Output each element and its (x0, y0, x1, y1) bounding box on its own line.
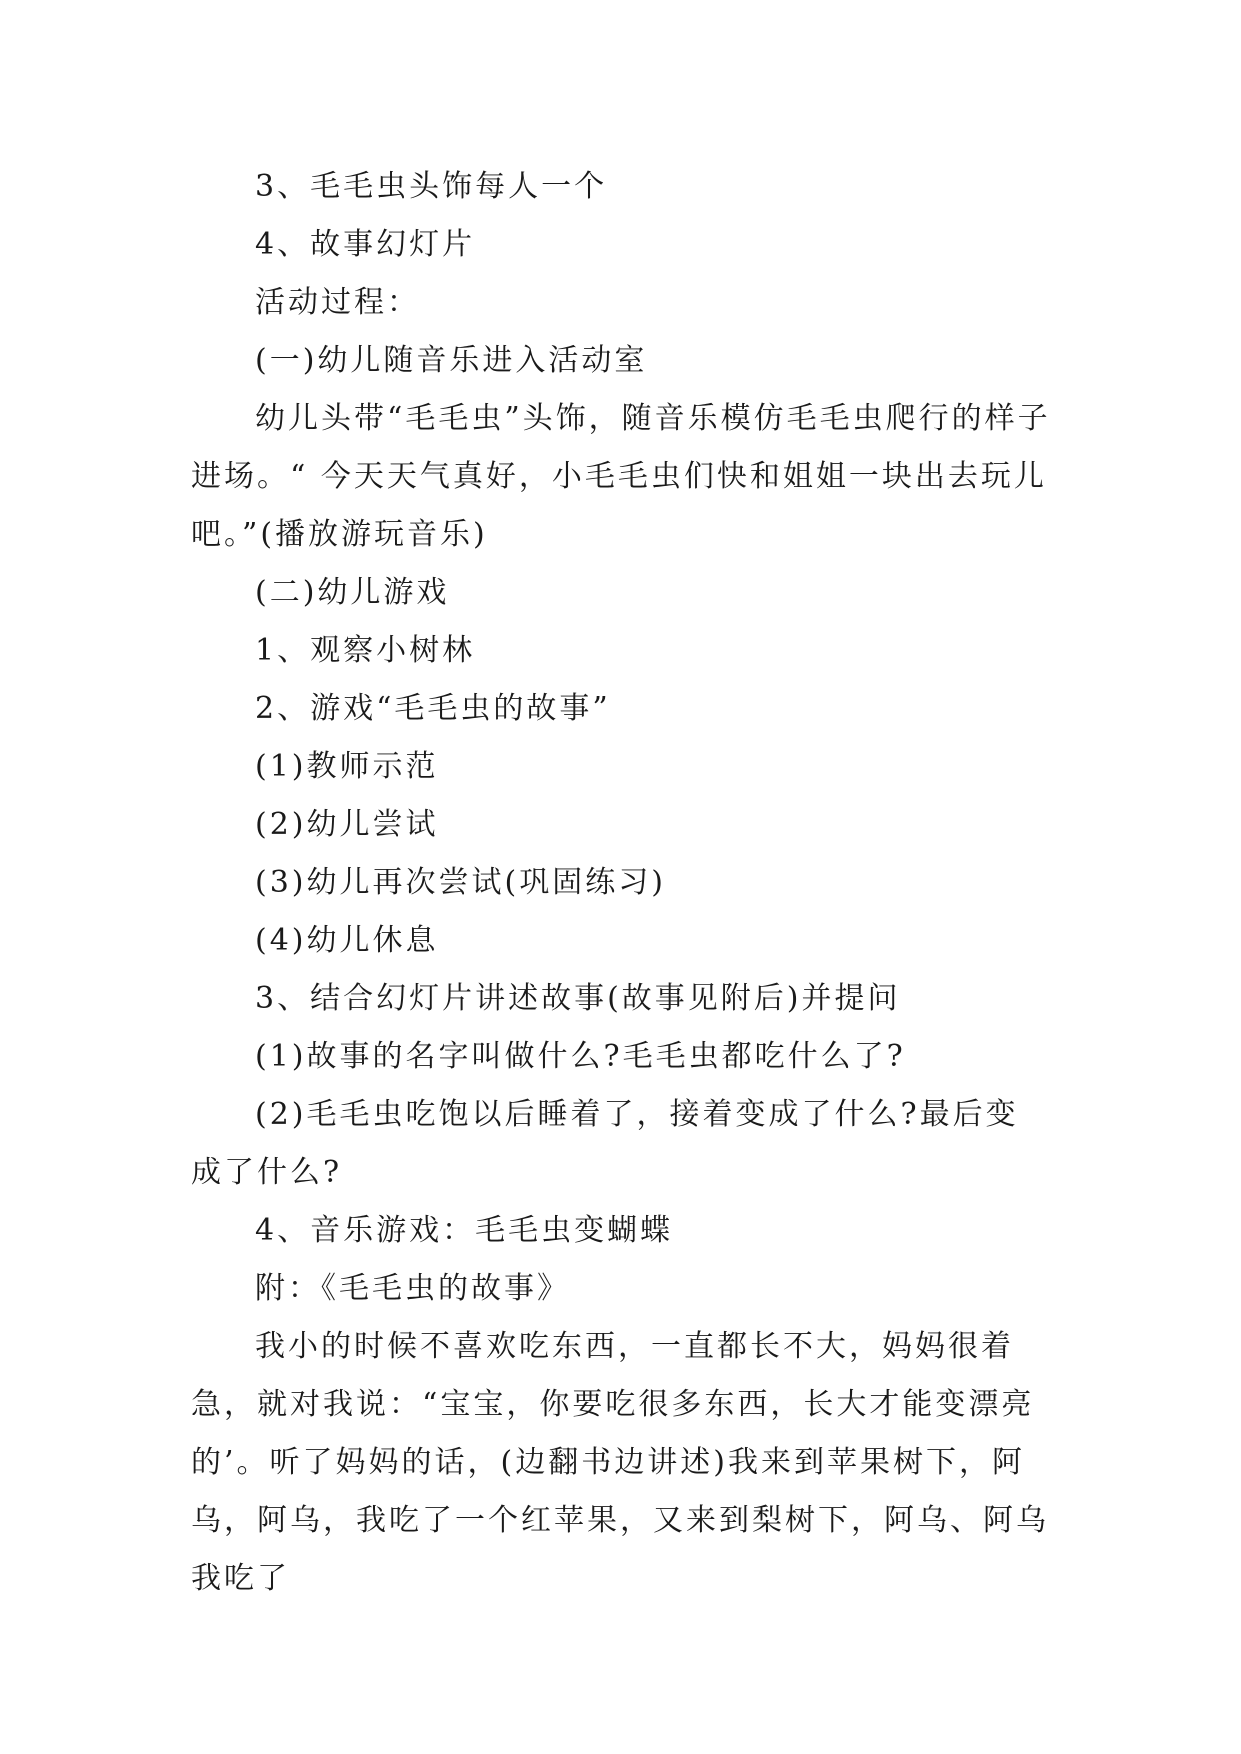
game-subitem-2: (2)幼儿尝试 (255, 807, 439, 842)
document-body (191, 158, 1051, 1608)
material-item-3: 3、毛毛虫头饰每人一个 (255, 169, 608, 204)
game-item-4: 4、音乐游戏：毛毛虫变蝴蝶 (255, 1213, 674, 1248)
game-subitem-4: (4)幼儿休息 (255, 923, 439, 958)
step-heading-2: (二)幼儿游戏 (255, 575, 450, 610)
step-heading-1: (一)幼儿随音乐进入活动室 (255, 343, 648, 378)
section-heading-activity-process: 活动过程： (255, 285, 420, 320)
game-item-2: 2、游戏“毛毛虫的故事” (255, 691, 611, 726)
game-subitem-1: (1)教师示范 (255, 749, 439, 784)
appendix-title: 附：《毛毛虫的故事》 (255, 1271, 570, 1306)
material-item-4: 4、故事幻灯片 (255, 227, 476, 262)
step-1-description: 幼儿头带“毛毛虫”头饰，随音乐模仿毛毛虫爬行的样子进场。“ 今天天气真好，小毛毛虫们快和姐姐一块出去玩儿吧。”(播放游玩音乐) (191, 401, 1051, 552)
game-item-3: 3、结合幻灯片讲述故事(故事见附后)并提问 (255, 981, 901, 1016)
game-subitem-3: (3)幼儿再次尝试(巩固练习) (255, 865, 666, 900)
question-1: (1)故事的名字叫做什么?毛毛虫都吃什么了? (255, 1039, 906, 1074)
story-text: 我小的时候不喜欢吃东西，一直都长不大，妈妈很着急，就对我说：“宝宝，你要吃很多东西，长大才能变漂亮的’。听了妈妈的话，(边翻书边讲述)我来到苹果树下，阿乌，阿乌，我吃了一个红苹果，又来到梨树下，阿乌、阿乌我吃了 (191, 1329, 1049, 1596)
question-2: (2)毛毛虫吃饱以后睡着了，接着变成了什么?最后变成了什么? (191, 1097, 1019, 1190)
game-item-1: 1、观察小树林 (255, 633, 476, 668)
